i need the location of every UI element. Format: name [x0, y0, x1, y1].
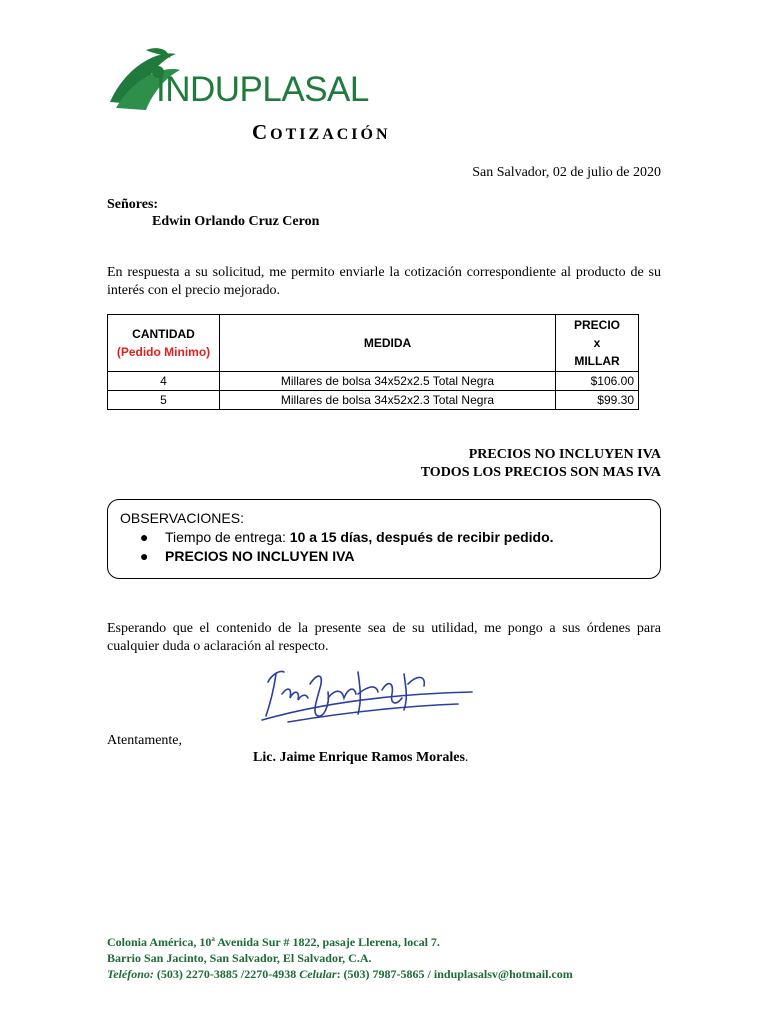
document-title-initial: C: [252, 120, 271, 144]
date-line: San Salvador, 02 de julio de 2020: [472, 165, 661, 180]
signer-name-text: Lic. Jaime Enrique Ramos Morales: [253, 750, 465, 765]
salutation: Señores:: [107, 197, 159, 212]
cell-value: : (503) 7987-5865 / induplasalsv@hotmail.com: [336, 967, 573, 981]
observations-list: [118, 528, 554, 566]
bullet-icon: ●: [140, 529, 149, 545]
footer-line-2: Barrio San Jacinto, San Salvador, El Salvador, C.A.: [107, 951, 372, 965]
iva-notes: [421, 446, 661, 482]
closing-salutation: Atentamente,: [107, 733, 183, 748]
recipient-name: Edwin Orlando Cruz Ceron: [152, 214, 320, 229]
header-price: [556, 315, 639, 372]
table-row: [108, 391, 639, 410]
header-quantity-note: (Pedido Minimo): [116, 345, 211, 359]
observations-box: [107, 499, 661, 579]
iva-note-1: PRECIOS NO INCLUYEN IVA: [468, 447, 661, 462]
observations-title: OBSERVACIONES:: [120, 510, 244, 526]
row-price: $106.00: [556, 372, 639, 391]
row-measure: Millares de bolsa 34x52x2.3 Total Negra: [220, 391, 556, 410]
footer-line-1: Colonia América, 10ª Avenida Sur # 1822, pasaje Llerena, local 7.: [107, 935, 440, 949]
list-item: [118, 528, 554, 547]
company-name: INDUPLASAL: [156, 70, 369, 109]
iva-observation: PRECIOS NO INCLUYEN IVA: [165, 548, 355, 564]
signature-icon: [258, 664, 478, 730]
signer-suffix: .: [464, 750, 469, 765]
row-measure: Millares de bolsa 34x52x2.5 Total Negra: [220, 372, 556, 391]
phone-label: Teléfono:: [107, 967, 154, 981]
header-price-line1: PRECIO: [573, 318, 620, 332]
row-quantity: 4: [108, 372, 220, 391]
signer-name: [253, 750, 468, 766]
header-measure: MEDIDA: [220, 315, 556, 372]
row-quantity: 5: [108, 391, 220, 410]
header-quantity-label: CANTIDAD: [132, 327, 195, 341]
list-item: [118, 547, 554, 566]
bullet-icon: ●: [140, 548, 149, 564]
delivery-time: 10 a 15 días, después de recibir pedido.: [289, 529, 554, 545]
iva-note-2: TODOS LOS PRECIOS SON MAS IVA: [420, 465, 661, 480]
intro-paragraph: En respuesta a su solicitud, me permito enviarle la cotización correspondiente al producto de su interés con el precio mejorado.: [107, 265, 661, 298]
delivery-label: Tiempo de entrega:: [165, 529, 290, 545]
header-quantity: [108, 315, 220, 372]
footer-address: [107, 934, 573, 982]
footer-line-3: [107, 966, 573, 982]
quote-table: [107, 314, 639, 410]
header-price-line3: MILLAR: [574, 354, 620, 368]
phone-value: (503) 2270-3885 /2270-4938: [153, 967, 300, 981]
cell-label: Celular: [299, 967, 337, 981]
header-price-line2: x: [593, 336, 601, 350]
table-row: [108, 372, 639, 391]
closing-paragraph: Esperando que el contenido de la presente sea de su utilidad, me pongo a sus órdenes para cualquier duda o aclaración al respecto.: [107, 621, 661, 654]
row-price: $99.30: [556, 391, 639, 410]
document-title-rest: OTIZACIÓN: [270, 126, 391, 143]
table-header-row: [108, 315, 639, 372]
document-title: [252, 120, 391, 145]
